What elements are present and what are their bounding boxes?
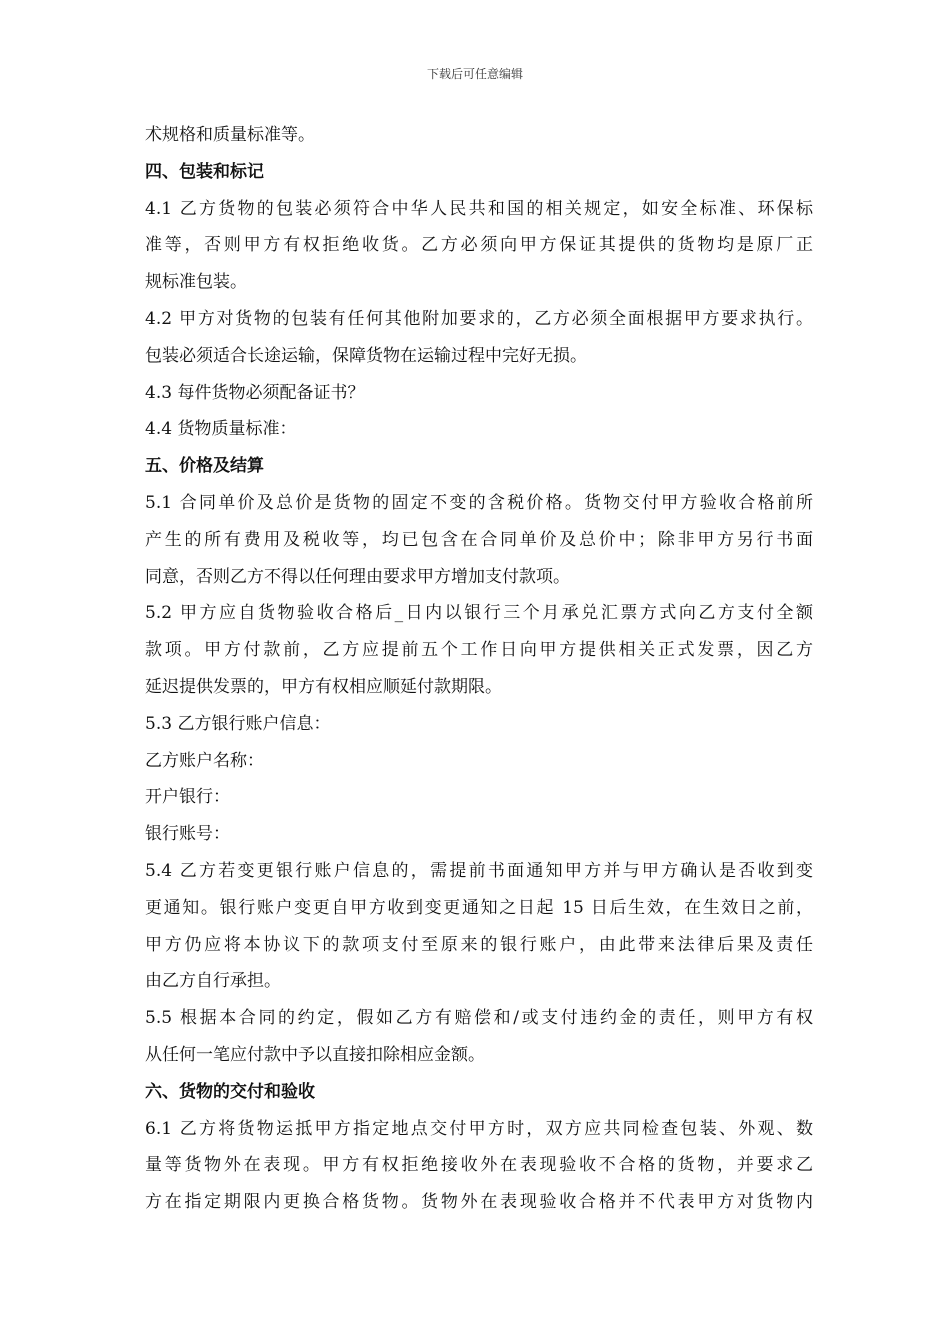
- paragraph-line: 更通知。银行账户变更自甲方收到变更通知之日起 15 日后生效，在生效日之前，: [145, 897, 813, 918]
- paragraph-line: 5.3 乙方银行账户信息：: [145, 713, 331, 734]
- paragraph-line: 由乙方自行承担。: [145, 971, 281, 992]
- section-heading: 四、包装和标记: [145, 161, 264, 182]
- paragraph-line: 开户银行：: [145, 787, 230, 808]
- section-heading: 六、货物的交付和验收: [145, 1081, 315, 1102]
- paragraph-line: 甲方仍应将本协议下的款项支付至原来的银行账户，由此带来法律后果及责任: [145, 934, 813, 955]
- section-heading: 五、价格及结算: [145, 456, 264, 477]
- page-header: 下载后可任意编辑: [426, 67, 523, 81]
- paragraph-line: 4.1 乙方货物的包装必须符合中华人民共和国的相关规定，如安全标准、环保标: [145, 198, 813, 219]
- paragraph-line: 4.4 货物质量标准：: [145, 419, 297, 440]
- paragraph-line: 规标准包装。: [145, 272, 247, 293]
- paragraph-line: 4.2 甲方对货物的包装有任何其他附加要求的，乙方必须全面根据甲方要求执行。: [145, 308, 813, 329]
- paragraph-line: 同意，否则乙方不得以任何理由要求甲方增加支付款项。: [145, 566, 570, 587]
- document-body: [145, 117, 813, 1221]
- paragraph-line: 5.5 根据本合同的约定，假如乙方有赔偿和/或支付违约金的责任，则甲方有权: [145, 1008, 813, 1029]
- paragraph-line: 量等货物外在表现。甲方有权拒绝接收外在表现验收不合格的货物，并要求乙: [145, 1155, 813, 1176]
- paragraph-line: 5.2 甲方应自货物验收合格后_日内以银行三个月承兑汇票方式向乙方支付全额: [145, 603, 813, 624]
- paragraph-line: 包装必须适合长途运输，保障货物在运输过程中完好无损。: [145, 345, 587, 366]
- paragraph-line: 方在指定期限内更换合格货物。货物外在表现验收合格并不代表甲方对货物内: [145, 1192, 813, 1213]
- paragraph-line: 产生的所有费用及税收等，均已包含在合同单价及总价中；除非甲方另行书面: [145, 529, 813, 550]
- paragraph-line: 术规格和质量标准等。: [145, 125, 315, 145]
- paragraph-line: 4.3 每件货物必须配备证书？: [145, 382, 365, 403]
- paragraph-line: 款项。甲方付款前，乙方应提前五个工作日向甲方提供相关正式发票，因乙方: [145, 640, 813, 661]
- paragraph-line: 6.1 乙方将货物运抵甲方指定地点交付甲方时，双方应共同检查包装、外观、数: [145, 1118, 813, 1139]
- paragraph-line: 银行账号：: [145, 824, 230, 845]
- paragraph-line: 5.1 合同单价及总价是货物的固定不变的含税价格。货物交付甲方验收合格前所: [145, 492, 813, 513]
- paragraph-line: 从任何一笔应付款中予以直接扣除相应金额。: [145, 1044, 485, 1065]
- paragraph-line: 延迟提供发票的，甲方有权相应顺延付款期限。: [145, 676, 502, 697]
- paragraph-line: 准等，否则甲方有权拒绝收货。乙方必须向甲方保证其提供的货物均是原厂正: [145, 235, 813, 256]
- paragraph-line: 乙方账户名称：: [145, 750, 264, 771]
- paragraph-line: 5.4 乙方若变更银行账户信息的，需提前书面通知甲方并与甲方确认是否收到变: [145, 860, 813, 881]
